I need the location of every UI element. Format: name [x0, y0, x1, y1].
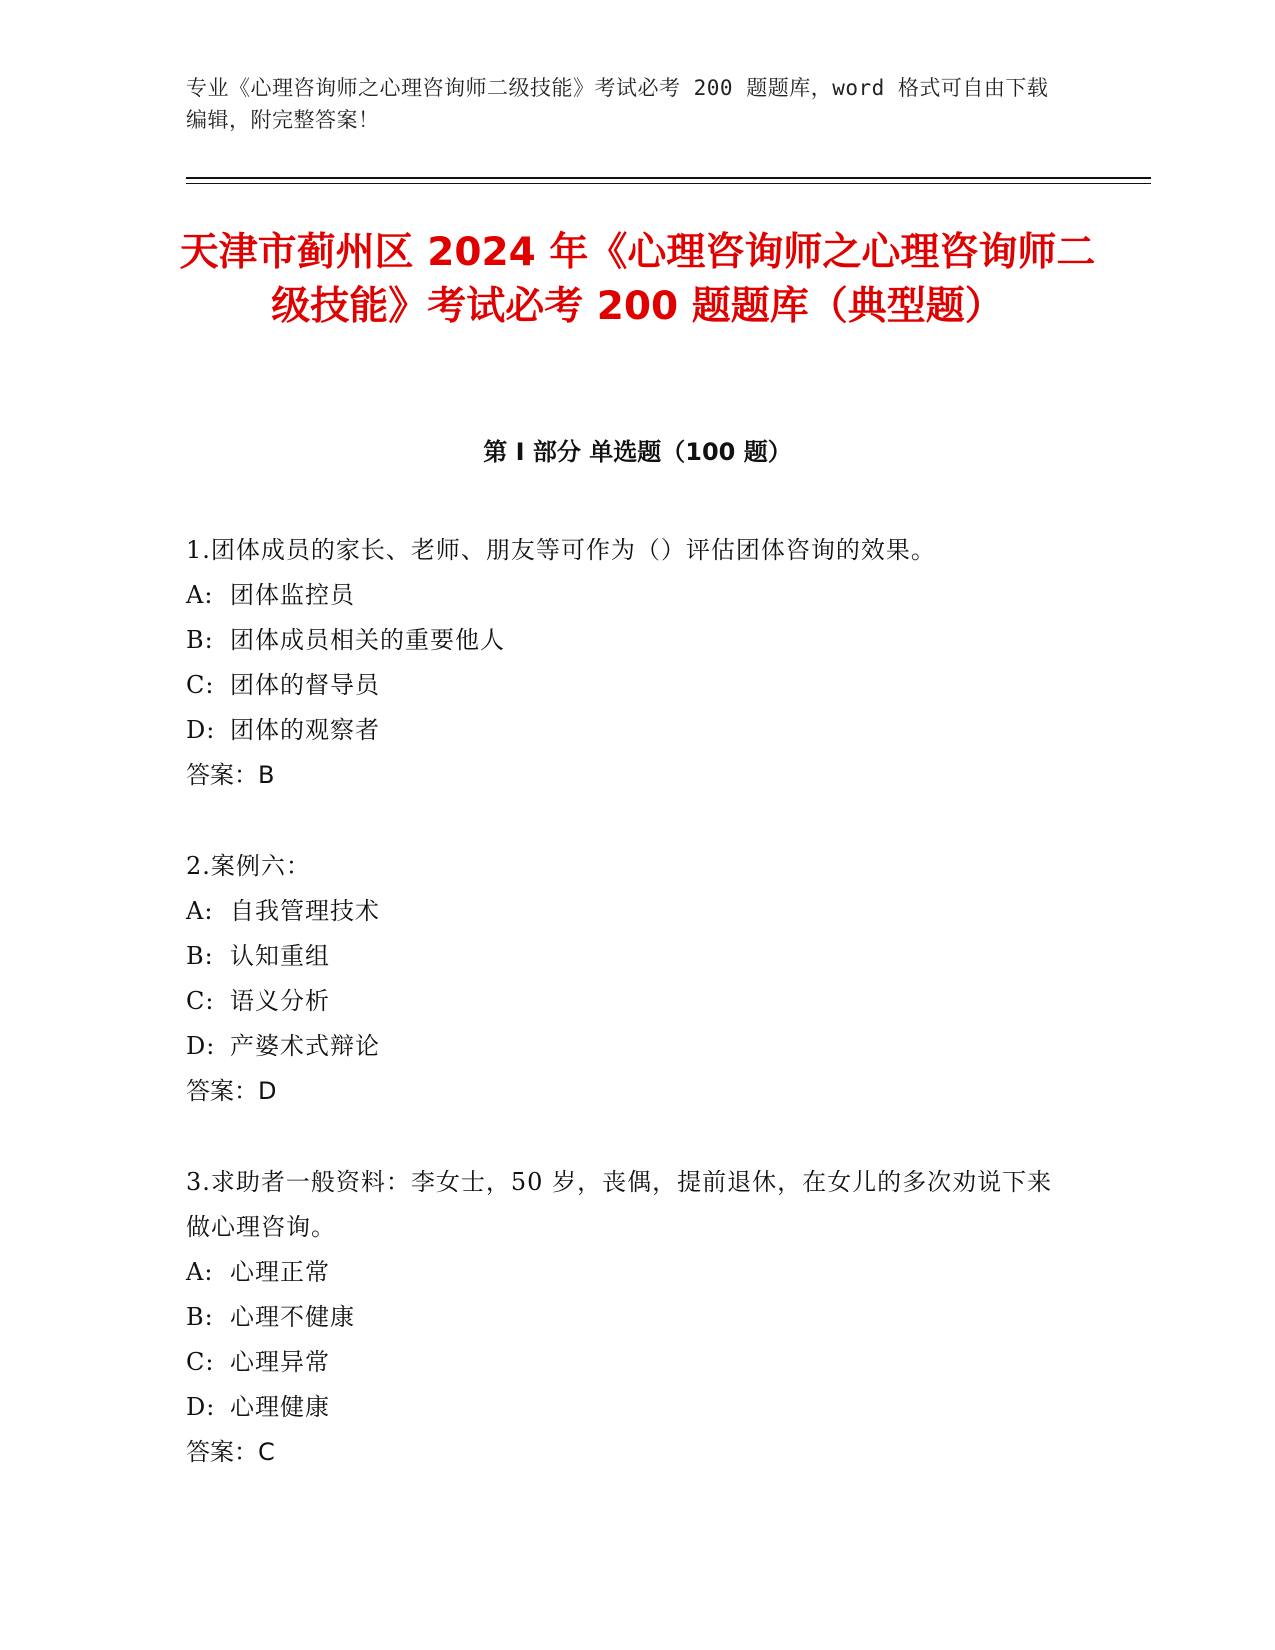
option-label: B:	[186, 942, 214, 970]
option-c	[186, 979, 1066, 1024]
option-text: 心理正常	[230, 1258, 330, 1286]
option-a	[186, 573, 1066, 618]
answer-value: B	[258, 761, 275, 789]
option-label: D:	[186, 1032, 216, 1060]
option-label: A:	[186, 897, 214, 925]
option-label: C:	[186, 987, 215, 1015]
header-divider-thin	[186, 183, 1151, 184]
question-stem: 3.求助者一般资料：李女士，50 岁，丧偶，提前退休，在女儿的多次劝说下来做心理咨询。	[186, 1168, 1053, 1241]
option-c	[186, 1340, 1066, 1385]
option-a	[186, 1250, 1066, 1295]
option-d	[186, 708, 1066, 753]
option-label: B:	[186, 1303, 214, 1331]
question-stem: 2.案例六：	[186, 852, 311, 880]
option-label: B:	[186, 626, 214, 654]
option-a	[186, 889, 1066, 934]
option-text: 认知重组	[230, 942, 330, 970]
answer-prefix: 答案：	[186, 761, 258, 789]
option-text: 心理健康	[230, 1393, 330, 1421]
option-b	[186, 618, 1066, 663]
option-label: C:	[186, 671, 215, 699]
option-text: 语义分析	[230, 987, 330, 1015]
question-3	[186, 1160, 1066, 1475]
option-label: A:	[186, 1258, 214, 1286]
option-b	[186, 934, 1066, 979]
question-2	[186, 844, 1066, 1114]
option-d	[186, 1024, 1066, 1069]
answer-line	[186, 1069, 1066, 1114]
option-d	[186, 1385, 1066, 1430]
option-text: 产婆术式辩论	[230, 1032, 380, 1060]
option-text: 团体的观察者	[230, 716, 380, 744]
option-text: 团体监控员	[230, 581, 355, 609]
option-label: D:	[186, 1393, 216, 1421]
option-text: 自我管理技术	[230, 897, 380, 925]
option-text: 心理不健康	[230, 1303, 355, 1331]
answer-prefix: 答案：	[186, 1438, 258, 1466]
answer-value: C	[258, 1438, 275, 1466]
answer-prefix: 答案：	[186, 1077, 258, 1105]
answer-line	[186, 1430, 1066, 1475]
header-note: 专业《心理咨询师之心理咨询师二级技能》考试必考 200 题题库，word 格式可自由下载编辑，附完整答案！	[186, 76, 1049, 132]
option-text: 团体成员相关的重要他人	[230, 626, 505, 654]
answer-value: D	[258, 1077, 277, 1105]
option-label: C:	[186, 1348, 215, 1376]
question-list	[186, 528, 1066, 1521]
document-title: 天津市蓟州区 2024 年《心理咨询师之心理咨询师二级技能》考试必考 200 题题库（典型题）	[179, 230, 1096, 329]
question-stem: 1.团体成员的家长、老师、朋友等可作为（）评估团体咨询的效果。	[186, 536, 936, 564]
option-b	[186, 1295, 1066, 1340]
question-1	[186, 528, 1066, 798]
option-label: D:	[186, 716, 216, 744]
header-divider-thick	[186, 177, 1151, 179]
section-title: 第 I 部分 单选题（100 题）	[483, 438, 792, 466]
option-text: 团体的督导员	[230, 671, 380, 699]
answer-line	[186, 753, 1066, 798]
option-label: A:	[186, 581, 214, 609]
option-text: 心理异常	[230, 1348, 330, 1376]
option-c	[186, 663, 1066, 708]
